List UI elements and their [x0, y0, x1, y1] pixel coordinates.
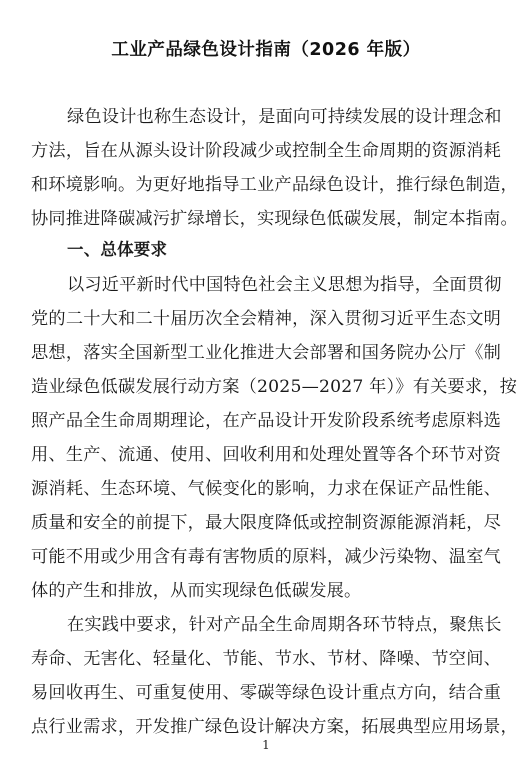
paragraph-line: 点行业需求，开发推广绿色设计解决方案，拓展典型应用场景，: [31, 717, 518, 737]
paragraph-line: 照产品全生命周期理论，在产品设计开发阶段系统考虑原料选: [31, 411, 501, 431]
paragraph-line: 寿命、无害化、轻量化、节能、节水、节材、降噪、节空间、: [31, 649, 501, 669]
paragraph-line: 用、生产、流通、使用、回收利用和处理处置等各个环节对资: [31, 445, 501, 465]
paragraph-line: 在实践中要求，针对产品全生命周期各环节特点，聚焦长: [67, 615, 502, 635]
page-number: 1: [262, 738, 270, 752]
paragraph-line: 造业绿色低碳发展行动方案（2025—2027 年）》有关要求，按: [31, 377, 518, 397]
paragraph-line: 方法，旨在从源头设计阶段减少或控制全生命周期的资源消耗: [31, 141, 501, 161]
paragraph-line: 质量和安全的前提下，最大限度降低或控制资源能源消耗，尽: [31, 513, 501, 533]
paragraph-line: 党的二十大和二十届历次全会精神，深入贯彻习近平生态文明: [31, 309, 501, 329]
paragraph-line: 以习近平新时代中国特色社会主义思想为指导，全面贯彻: [67, 275, 502, 295]
paragraph-line: 易回收再生、可重复使用、零碳等绿色设计重点方向，结合重: [31, 683, 501, 703]
paragraph-line: 绿色设计也称生态设计，是面向可持续发展的设计理念和: [67, 107, 502, 127]
paragraph-line: 思想，落实全国新型工业化推进大会部署和国务院办公厅《制: [31, 343, 501, 363]
document-title: 工业产品绿色设计指南（2026 年版）: [111, 40, 421, 60]
section-heading: 一、总体要求: [67, 240, 168, 259]
paragraph-line: 源消耗、生态环境、气候变化的影响，力求在保证产品性能、: [31, 479, 501, 499]
paragraph-line: 体的产生和排放，从而实现绿色低碳发展。: [31, 581, 362, 601]
paragraph-line: 协同推进降碳减污扩绿增长，实现绿色低碳发展，制定本指南。: [31, 209, 518, 229]
paragraph-line: 和环境影响。为更好地指导工业产品绿色设计，推行绿色制造，: [31, 175, 518, 195]
paragraph-line: 可能不用或少用含有毒有害物质的原料，减少污染物、温室气: [31, 547, 501, 567]
